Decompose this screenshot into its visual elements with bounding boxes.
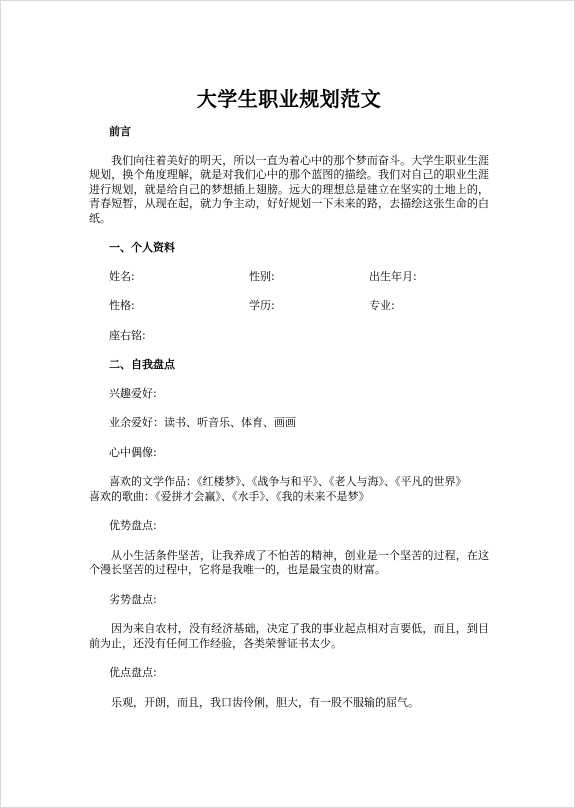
merit-paragraph: 乐观，开朗，而且，我口齿伶俐，胆大，有一股不服输的屈气。 xyxy=(111,695,419,709)
document-title: 大学生职业规划范文 xyxy=(196,87,382,111)
gender-label: 性别: xyxy=(249,269,275,283)
interest-label: 兴趣爱好: xyxy=(109,386,157,400)
favorite-literature: 喜欢的文学作品：《红楼梦》、《战争与和平》、《老人与海》、《平凡的世界》 xyxy=(109,475,467,488)
merit-label: 优点盘点: xyxy=(109,666,157,679)
name-label: 姓名: xyxy=(109,269,135,283)
hobby-line: 业余爱好：读书、听音乐、体育、画画 xyxy=(109,416,296,429)
preface-heading: 前言 xyxy=(109,125,131,138)
major-label: 专业: xyxy=(369,299,395,312)
character-label: 性格: xyxy=(109,299,135,312)
birth-label: 出生年月: xyxy=(369,269,417,283)
document-content xyxy=(89,85,489,725)
favorites-block xyxy=(89,475,489,504)
section-personal-info-heading: 一、个人资料 xyxy=(109,241,175,254)
education-label: 学历: xyxy=(249,299,275,312)
weakness-label: 劣势盘点: xyxy=(109,592,157,606)
weakness-paragraph: 因为来自农村，没有经济基础，决定了我的事业起点相对言要低，而且，到目前为止，还没有任何工作经验，各类荣誉证书太少。 xyxy=(89,622,489,650)
favorite-songs: 喜欢的歌曲：《爱拼才会赢》、《水手》、《我的未来不是梦》 xyxy=(89,489,370,503)
motto-label: 座右铭: xyxy=(109,328,146,342)
personal-info-row-2 xyxy=(109,299,489,314)
preface-paragraph: 我们向往着美好的明天，所以一直为着心中的那个梦而奋斗。大学生职业生涯规划，换个角度理解，就是对我们心中的那个蓝图的描绘。我们对自己的职业生涯进行规划，就是给自己的梦想插上翅膀。远大的理想总是建立在坚实的土地上的，青春短暂，从现在起，就力争主动，好好规划一下未来的路，去描绘这张生命的白纸。 xyxy=(89,153,489,225)
section-self-assessment-heading: 二、自我盘点 xyxy=(109,358,175,371)
strength-paragraph: 从小生活条件坚苦，让我养成了不怕苦的精神，创业是一个坚苦的过程，在这个漫长坚苦的过程中，它将是我唯一的，也是最宝贵的财富。 xyxy=(89,548,489,576)
personal-info-row-1 xyxy=(109,270,489,285)
idol-label: 心中偶像: xyxy=(109,445,157,459)
strength-label: 优势盘点: xyxy=(109,519,157,532)
